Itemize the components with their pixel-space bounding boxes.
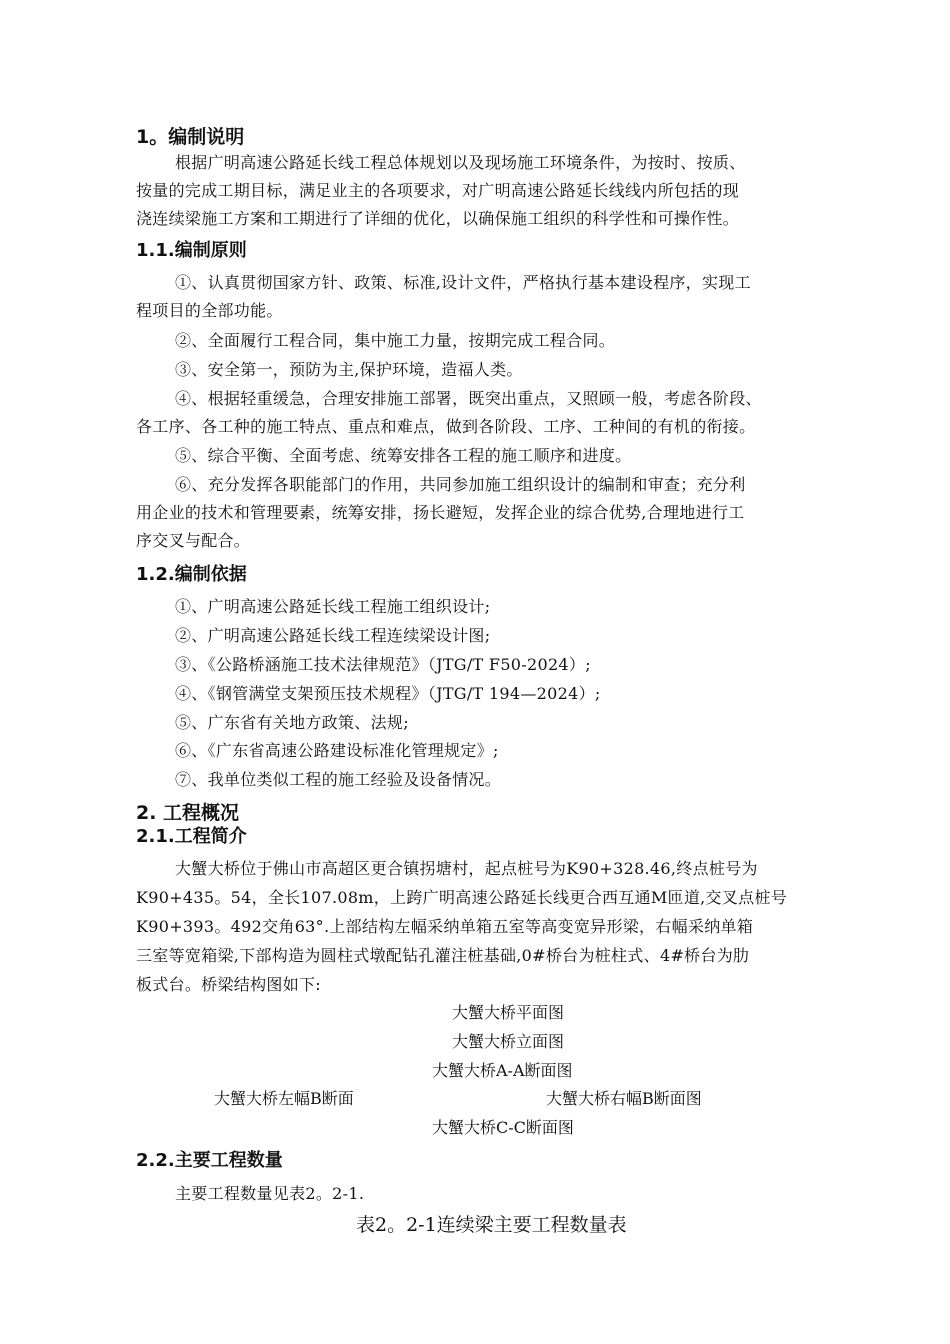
principle-item: 序交叉与配合。 [136, 531, 251, 550]
figure-caption-left-b: 大蟹大桥左幅B断面 [214, 1089, 354, 1108]
principle-item: 程项目的全部功能。 [136, 301, 283, 320]
basis-item: ⑤、广东省有关地方政策、法规; [175, 713, 409, 732]
section-2-1-heading: 2.1.工程简介 [136, 826, 247, 847]
paragraph-line: 板式台。桥梁结构图如下: [136, 975, 321, 994]
figure-caption-section-cc: 大蟹大桥C-C断面图 [432, 1118, 574, 1137]
principle-item: ③、安全第一，预防为主,保护环境，造福人类。 [175, 360, 523, 379]
principle-item: ②、全面履行工程合同，集中施工力量，按期完成工程合同。 [175, 331, 616, 350]
figure-caption-right-b: 大蟹大桥右幅B断面图 [546, 1089, 702, 1108]
figure-caption-elevation: 大蟹大桥立面图 [452, 1032, 565, 1051]
paragraph-line: 三室等宽箱梁,下部构造为圆柱式墩配钻孔灌注桩基础,0#桥台为桩柱式、4#桥台为肋 [136, 946, 750, 965]
basis-item: ②、广明高速公路延长线工程连续梁设计图; [175, 626, 491, 645]
paragraph-line: 浇连续梁施工方案和工期进行了详细的优化，以确保施工组织的科学性和可操作性。 [136, 209, 740, 228]
paragraph-line: 根据广明高速公路延长线工程总体规划以及现场施工环境条件，为按时、按质、 [175, 153, 746, 172]
paragraph-line: 主要工程数量见表2。2-1. [175, 1184, 365, 1203]
paragraph-line: K90+393。492交角63°.上部结构左幅采纳单箱五室等高变宽异形梁，右幅采纳单箱 [136, 917, 754, 936]
principle-item: ①、认真贯彻国家方针、政策、标准,设计文件，严格执行基本建设程序，实现工 [175, 273, 751, 292]
paragraph-line: K90+435。54，全长107.08m，上跨广明高速公路延长线更合西互通M匝道,交叉点桩号 [136, 888, 788, 907]
section-1-2-heading: 1.2.编制依据 [136, 564, 247, 585]
table-caption: 表2。2-1连续梁主要工程数量表 [356, 1214, 627, 1236]
section-1-heading: 1。编制说明 [136, 126, 245, 148]
basis-item: ⑦、我单位类似工程的施工经验及设备情况。 [175, 770, 502, 789]
basis-item: ①、广明高速公路延长线工程施工组织设计; [175, 597, 491, 616]
section-2-heading: 2. 工程概况 [136, 802, 240, 824]
principle-item: ④、根据轻重缓急，合理安排施工部署，既突出重点，又照顾一般，考虑各阶段、 [175, 389, 762, 408]
principle-item: 用企业的技术和管理要素，统筹安排，扬长避短，发挥企业的综合优势,合理地进行工 [136, 503, 745, 522]
figure-caption-plan: 大蟹大桥平面图 [452, 1003, 565, 1022]
principle-item: ⑤、综合平衡、全面考虑、统筹安排各工程的施工顺序和进度。 [175, 446, 632, 465]
basis-item: ③、《公路桥涵施工技术法律规范》（JTG/T F50-2024）; [175, 655, 591, 674]
section-2-2-heading: 2.2.主要工程数量 [136, 1150, 283, 1171]
section-1-1-heading: 1.1.编制原则 [136, 240, 247, 261]
principle-item: ⑥、充分发挥各职能部门的作用，共同参加施工组织设计的编制和审查；充分利 [175, 475, 746, 494]
basis-item: ④、《钢管满堂支架预压技术规程》（JTG/T 194—2024）; [175, 684, 601, 703]
figure-caption-section-aa: 大蟹大桥A-A断面图 [432, 1061, 573, 1080]
principle-item: 各工序、各工种的施工特点、重点和难点，做到各阶段、工序、工种间的有机的衔接。 [136, 417, 756, 436]
paragraph-line: 大蟹大桥位于佛山市高超区更合镇拐塘村，起点桩号为K90+328.46,终点桩号为 [175, 859, 758, 878]
paragraph-line: 按量的完成工期目标，满足业主的各项要求，对广明高速公路延长线线内所包括的现 [136, 181, 740, 200]
basis-item: ⑥、《广东省高速公路建设标准化管理规定》; [175, 741, 499, 760]
